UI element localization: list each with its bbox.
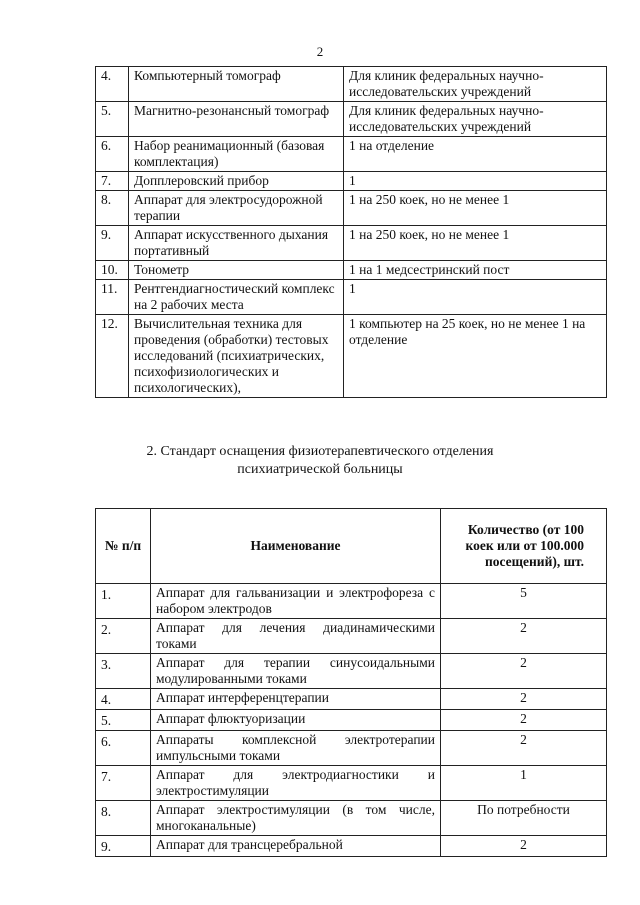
row-number: 11. (96, 280, 129, 315)
row-name: Компьютерный томограф (129, 67, 344, 102)
row-name: Допплеровский прибор (129, 172, 344, 191)
table-row (96, 766, 607, 801)
table-row (96, 619, 607, 654)
row-quantity: 1 (344, 172, 607, 191)
row-number: 3. (96, 654, 151, 689)
equipment-table-continued (95, 66, 607, 398)
row-quantity: 1 на 1 медсестринский пост (344, 261, 607, 280)
row-quantity: 2 (441, 654, 607, 689)
row-number: 5. (96, 710, 151, 731)
row-quantity: 1 компьютер на 25 коек, но не менее 1 на отделение (344, 315, 607, 398)
row-name: Набор реанимационный (базовая комплектация) (129, 137, 344, 172)
row-number: 6. (96, 731, 151, 766)
header-num: № п/п (96, 509, 151, 584)
row-name: Рентгендиагностический комплекс на 2 рабочих места (129, 280, 344, 315)
table-row (96, 710, 607, 731)
row-quantity: 2 (441, 836, 607, 857)
table-row (96, 280, 607, 315)
row-number: 7. (96, 766, 151, 801)
row-quantity: 1 (441, 766, 607, 801)
table-row (96, 172, 607, 191)
table-row (96, 191, 607, 226)
row-number: 6. (96, 137, 129, 172)
table-row (96, 102, 607, 137)
row-number: 9. (96, 226, 129, 261)
row-number: 9. (96, 836, 151, 857)
section-2-title-line1: 2. Стандарт оснащения физиотерапевтического отделения (146, 444, 494, 459)
row-quantity: 2 (441, 619, 607, 654)
section-2-heading (0, 443, 640, 479)
row-number: 5. (96, 102, 129, 137)
table-row (96, 836, 607, 857)
row-quantity: Для клиник федеральных научно-исследовательских учреждений (344, 102, 607, 137)
row-quantity: 1 на отделение (344, 137, 607, 172)
row-quantity: 1 на 250 коек, но не менее 1 (344, 226, 607, 261)
row-quantity: 5 (441, 584, 607, 619)
row-name: Аппарат интерференцтерапии (151, 689, 441, 710)
table-row (96, 315, 607, 398)
row-quantity: 2 (441, 689, 607, 710)
row-quantity: 1 (344, 280, 607, 315)
row-name: Аппарат электростимуляции (в том числе, многоканальные) (151, 801, 441, 836)
row-quantity: 1 на 250 коек, но не менее 1 (344, 191, 607, 226)
row-name: Аппарат для трансцеребральной (151, 836, 441, 857)
table-row (96, 67, 607, 102)
row-number: 12. (96, 315, 129, 398)
row-number: 8. (96, 191, 129, 226)
table-header-row (96, 509, 607, 584)
row-quantity: По потребности (441, 801, 607, 836)
row-quantity: 2 (441, 710, 607, 731)
table-row (96, 689, 607, 710)
table-row (96, 584, 607, 619)
row-number: 8. (96, 801, 151, 836)
row-quantity: Для клиник федеральных научно-исследовательских учреждений (344, 67, 607, 102)
row-number: 1. (96, 584, 151, 619)
table-row (96, 731, 607, 766)
row-name: Вычислительная техника для проведения (обработки) тестовых исследований (психиатрических, психофизиологических и психологических), (129, 315, 344, 398)
row-number: 2. (96, 619, 151, 654)
row-number: 4. (96, 689, 151, 710)
row-name: Аппарат искусственного дыхания портативный (129, 226, 344, 261)
table-row (96, 801, 607, 836)
physio-equipment-table (95, 508, 607, 857)
header-name: Наименование (151, 509, 441, 584)
row-number: 4. (96, 67, 129, 102)
section-2-title-line2: психиатрической больницы (237, 462, 403, 477)
row-name: Аппараты комплексной электротерапии импульсными токами (151, 731, 441, 766)
table-row (96, 226, 607, 261)
row-name: Магнитно-резонансный томограф (129, 102, 344, 137)
row-name: Аппарат флюктуоризации (151, 710, 441, 731)
row-name: Аппарат для гальванизации и электрофореза с набором электродов (151, 584, 441, 619)
page-number: 2 (316, 44, 324, 59)
row-name: Тонометр (129, 261, 344, 280)
row-number: 10. (96, 261, 129, 280)
row-name: Аппарат для лечения диадинамическими токами (151, 619, 441, 654)
header-qty: Количество (от 100 коек или от 100.000 посещений), шт. (441, 509, 607, 584)
row-number: 7. (96, 172, 129, 191)
row-name: Аппарат для терапии синусоидальными модулированными токами (151, 654, 441, 689)
table-row (96, 654, 607, 689)
table-row (96, 137, 607, 172)
row-name: Аппарат для электросудорожной терапии (129, 191, 344, 226)
row-name: Аппарат для электродиагностики и электростимуляции (151, 766, 441, 801)
table-row (96, 261, 607, 280)
row-quantity: 2 (441, 731, 607, 766)
